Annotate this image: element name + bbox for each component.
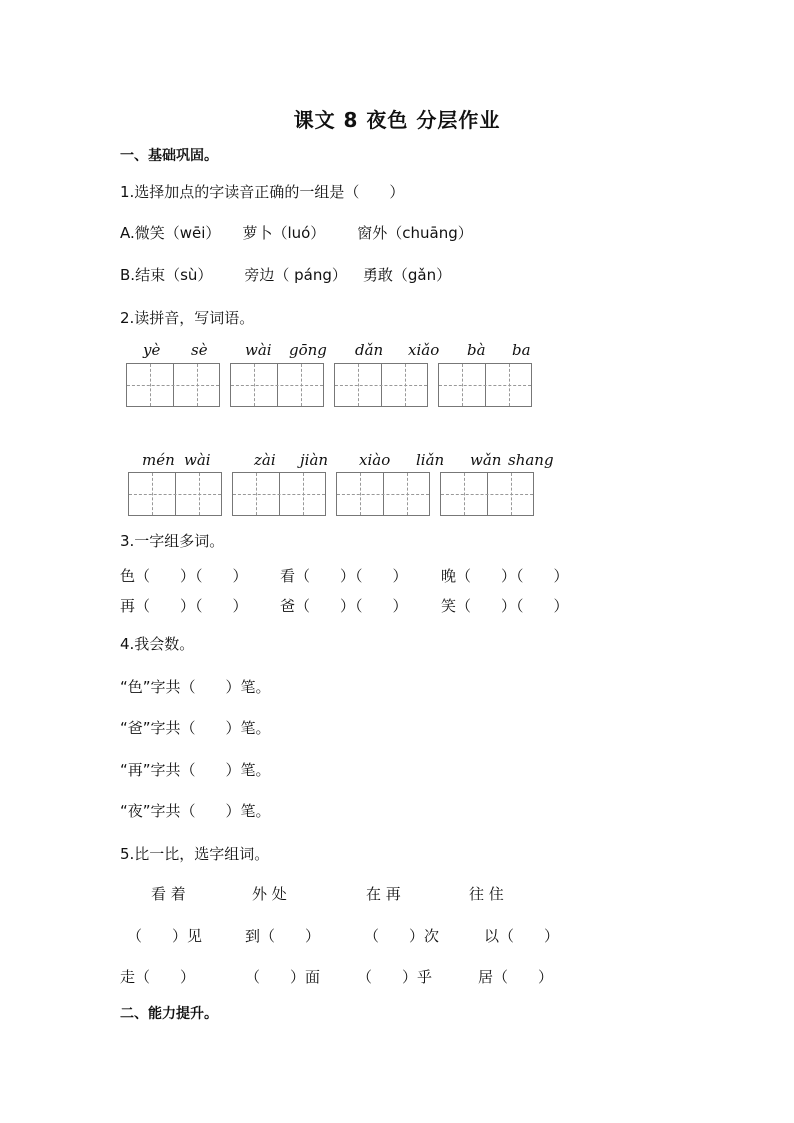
pinyin-syllable: yè [143,341,161,359]
pinyin-syllable: ba [512,341,531,359]
question-1-option-b [120,264,451,285]
pinyin-syllable: xiǎo [408,341,440,359]
pinyin-syllable: mén [142,451,175,469]
question-2-prompt: 2.读拼音，写词语。 [120,309,255,327]
option-b-item-2: 旁边（ páng） [244,266,347,284]
q3-item-4: 再（ ）（ ） [120,597,248,615]
q3-item-3: 晚（ ）（ ） [441,567,569,585]
q5-row1-item-2: 到（ ） [245,927,321,945]
grid-line [233,494,325,495]
question-5-prompt: 5.比一比，选字组词。 [120,845,270,863]
question-1-prompt: 1.选择加点的字读音正确的一组是（ ） [120,183,405,201]
pinyin-syllable: liǎn [416,451,445,469]
pinyin-syllable: xiào [359,451,391,469]
option-b-item-1: 结束（sù） [135,266,213,284]
writing-grid-box[interactable] [438,363,532,407]
section-ability-heading: 二、能力提升。 [120,1006,218,1022]
option-a-item-2: 萝卜（luó） [242,224,326,242]
q5-row1-item-3: （ ）次 [364,927,440,945]
writing-grid-box[interactable] [126,363,220,407]
pinyin-syllable: shang [508,451,554,469]
writing-grid-box[interactable] [128,472,222,516]
grid-line [127,385,219,386]
writing-grid-box[interactable] [336,472,430,516]
option-b-item-3: 勇敢（gǎn） [362,266,452,284]
pinyin-syllable: gōng [289,341,327,359]
pinyin-syllable: zài [254,451,276,469]
q3-item-2: 看（ ）（ ） [280,567,408,585]
grid-line [337,494,429,495]
grid-line [439,385,531,386]
q4-item-3: “再”字共（ ）笔。 [120,761,271,779]
writing-grid-box[interactable] [232,472,326,516]
q3-item-5: 爸（ ）（ ） [280,597,408,615]
pinyin-syllable: wǎn [470,451,502,469]
page-title: 课文 8 夜色 分层作业 [293,108,501,132]
q4-item-2: “爸”字共（ ）笔。 [120,719,271,737]
option-a-item-3: 窗外（chuāng） [357,224,473,242]
writing-grid-box[interactable] [230,363,324,407]
pinyin-syllable: jiàn [300,451,329,469]
question-3-prompt: 3.一字组多词。 [120,532,225,550]
pinyin-syllable: dǎn [355,341,384,359]
writing-grid-box[interactable] [334,363,428,407]
pinyin-syllable: wài [245,341,272,359]
q4-item-4: “夜”字共（ ）笔。 [120,802,271,820]
q5-row1-item-4: 以（ ） [484,927,560,945]
option-a-label: A. [120,224,135,242]
grid-line [129,494,221,495]
option-b-label: B. [120,266,136,284]
section-basic-heading: 一、基础巩固。 [120,148,218,164]
q5-row2-item-4: 居（ ） [478,968,554,986]
q5-pair-3: 在 再 [366,885,401,903]
q5-pair-1: 看 着 [151,885,186,903]
question-4-prompt: 4.我会数。 [120,635,195,653]
q5-row1-item-1: （ ）见 [127,927,203,945]
pinyin-syllable: bà [467,341,486,359]
q5-row2-item-3: （ ）乎 [357,968,433,986]
q5-row2-item-1: 走（ ） [120,968,196,986]
question-1-option-a [120,222,473,243]
pinyin-syllable: wài [184,451,211,469]
q5-pair-2: 外 处 [252,885,287,903]
q5-row2-item-2: （ ）面 [245,968,321,986]
option-a-item-1: 微笑（wēi） [134,224,221,242]
grid-line [441,494,533,495]
q5-pair-4: 往 住 [469,885,504,903]
writing-grid-box[interactable] [440,472,534,516]
pinyin-syllable: sè [191,341,208,359]
grid-line [231,385,323,386]
q3-item-6: 笑（ ）（ ） [441,597,569,615]
grid-line [335,385,427,386]
q3-item-1: 色（ ）（ ） [120,567,248,585]
q4-item-1: “色”字共（ ）笔。 [120,678,271,696]
